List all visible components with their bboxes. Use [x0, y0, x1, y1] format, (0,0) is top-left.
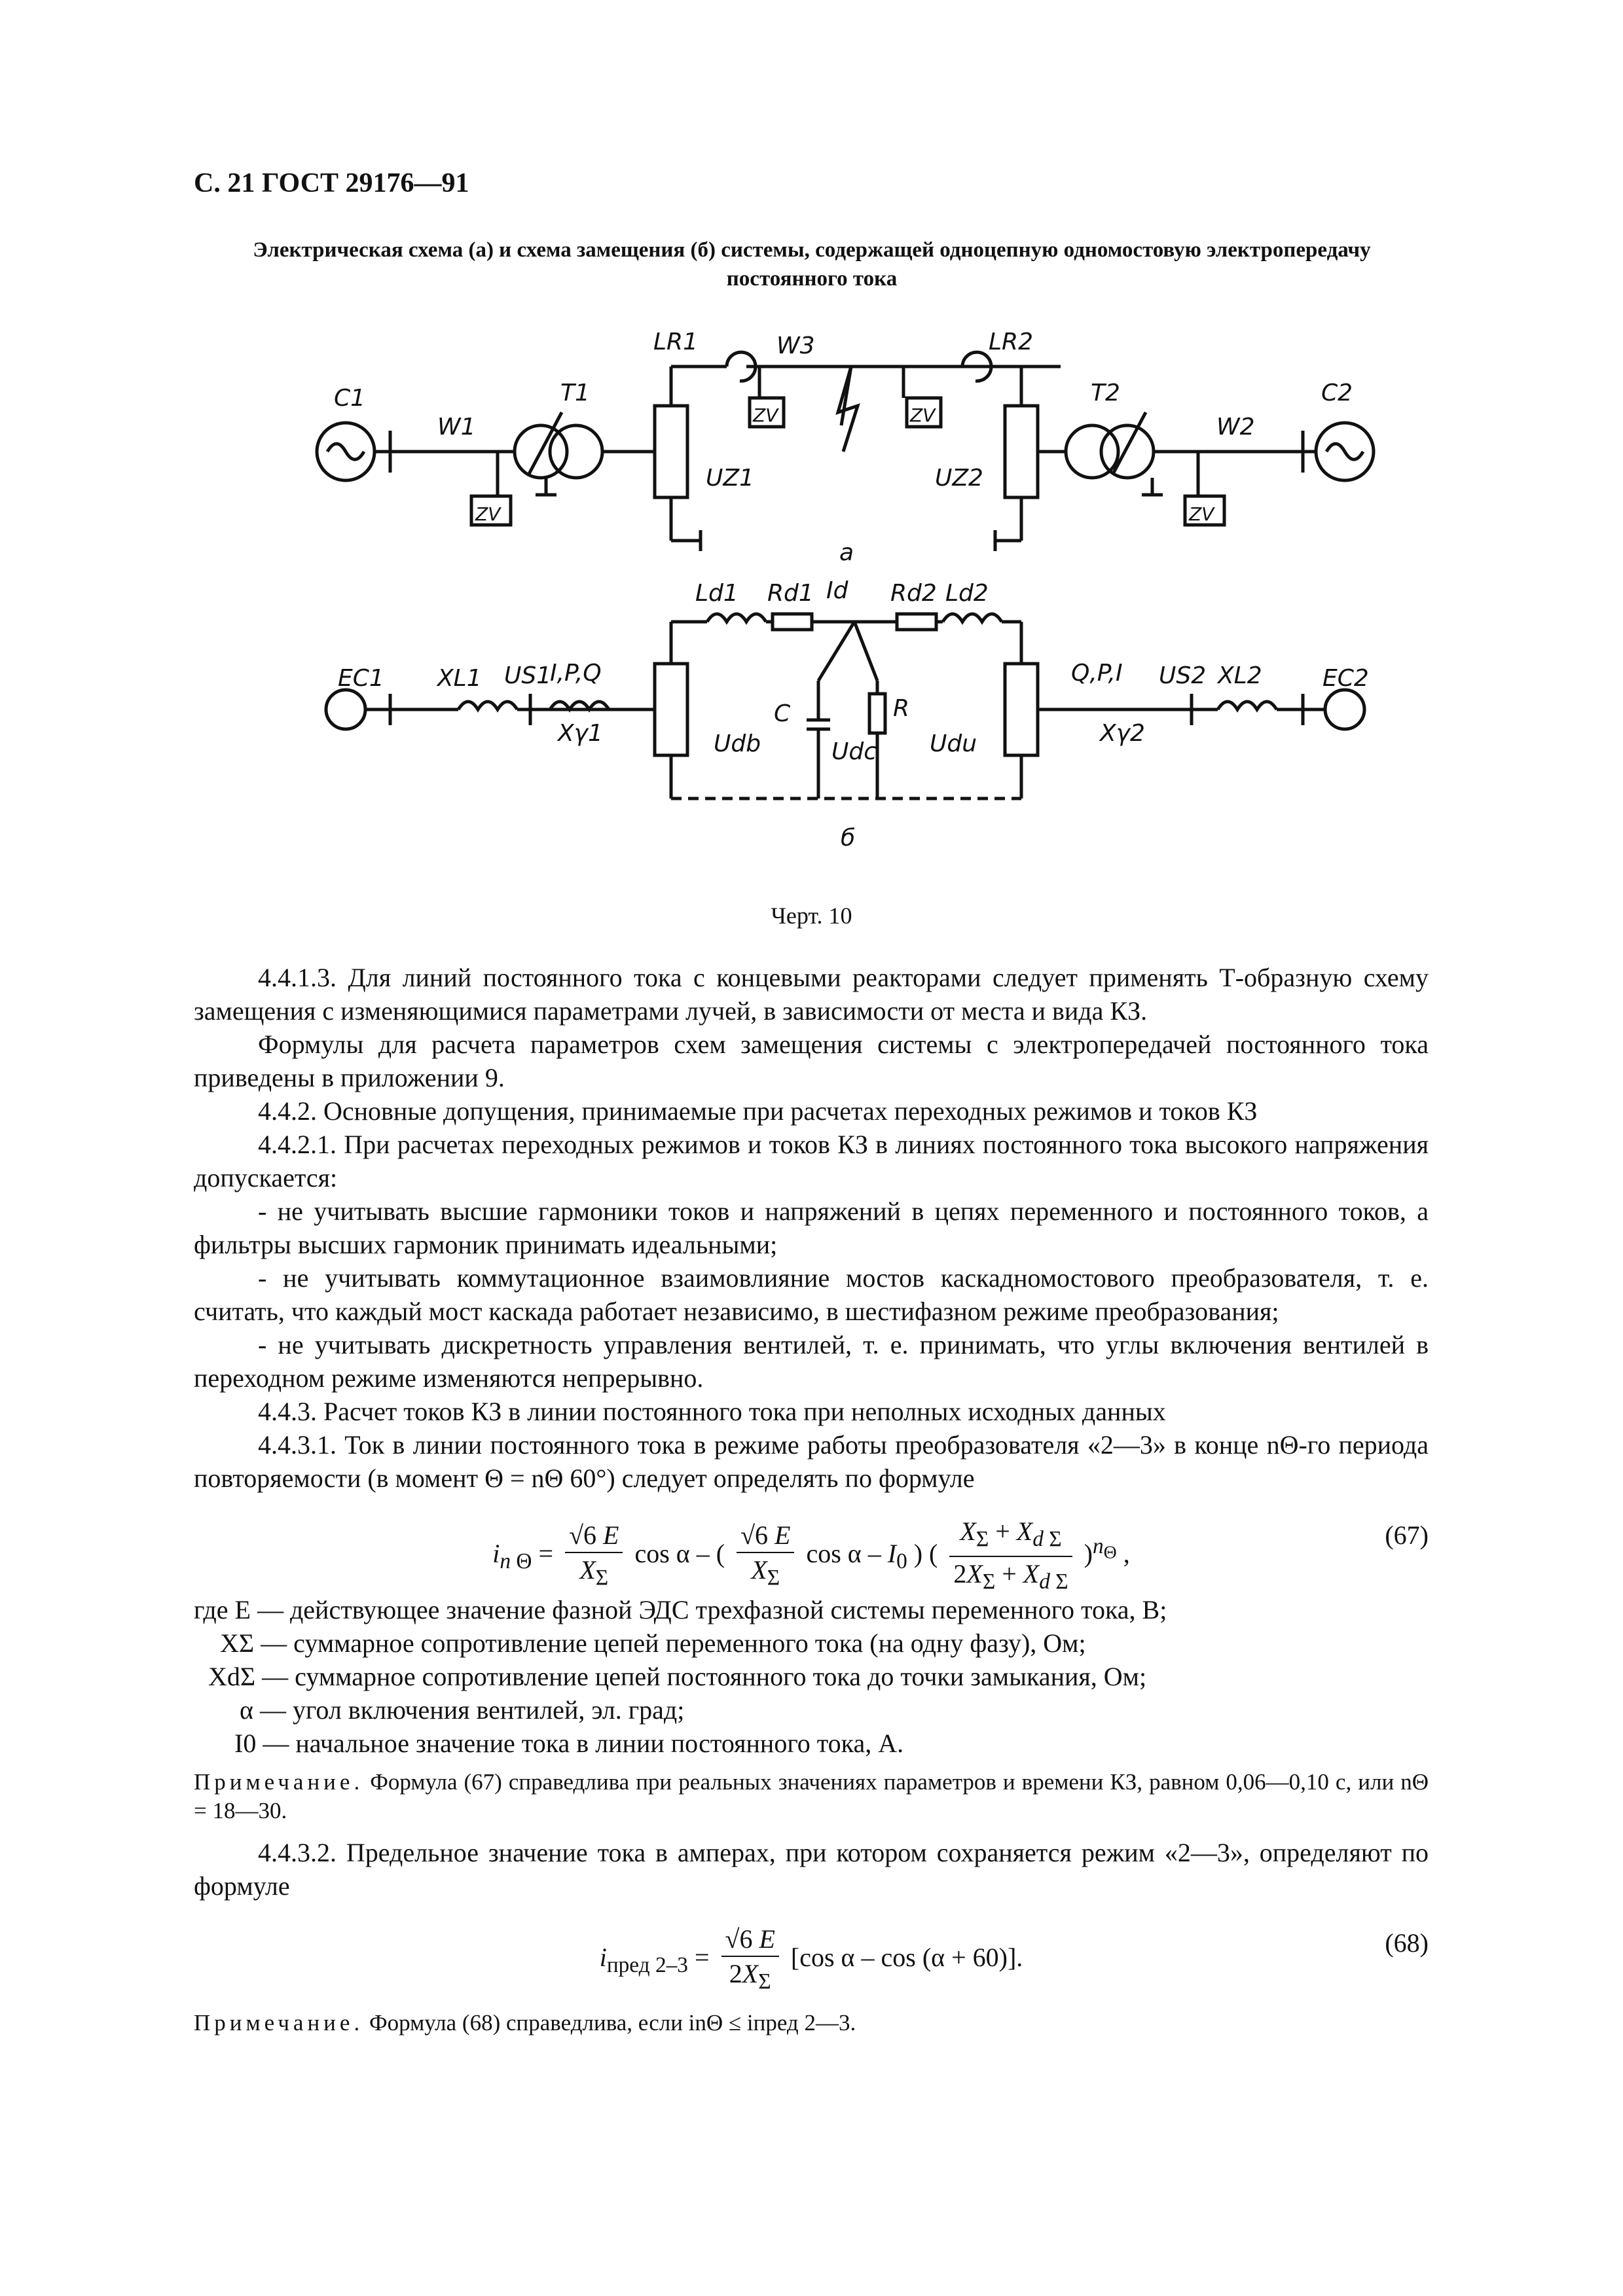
note-2-text: Формула (68) справедлива, если inΘ ≤ iпред 2—3. [369, 2010, 856, 2036]
label-w3: W3 [776, 332, 815, 359]
label-ipq: I,P,Q [550, 660, 602, 687]
label-zv-2: ZV [753, 404, 778, 426]
label-udc: Udc [831, 738, 877, 765]
formula-67-number: (67) [1385, 1520, 1429, 1550]
note-1 [194, 1768, 1429, 1825]
label-rd1: Rd1 [767, 580, 814, 607]
label-b: б [841, 825, 856, 852]
label-zv-4: ZV [1189, 503, 1214, 525]
label-us1: US1 [504, 662, 552, 689]
formula-67-expression: $i_{n \Theta}$ = $\frac{√6 E}{X_\Sigma}$ cos α – ( $\frac{√6 E}{X_\Sigma}$ cos α – $I_0$ ) ( $\frac{X_\Sigma + X_{d \Sigma}}{2X_\Sigma + X_{d \Sigma}}$ )$^{n_\Theta}$ , [194, 1515, 1429, 1598]
label-c2: C2 [1321, 380, 1353, 406]
label-zv-3: ZV [910, 404, 936, 426]
label-xg2: Xγ2 [1100, 720, 1145, 747]
label-xl2: XL2 [1218, 662, 1262, 689]
figure-title: Электрическая схема (а) и схема замещения (б) системы, содержащей одноцепную одномостовую электропередачу постоянного тока [253, 238, 1371, 291]
label-zv-1: ZV [475, 503, 501, 525]
note-2 [194, 2009, 1429, 2037]
formula-68-number: (68) [1385, 1928, 1429, 1958]
label-lr2: LR2 [989, 329, 1033, 355]
formula-68-expression: $i_{пред 2-3}$ = $\frac{√6 E}{2X_\Sigma}$ [cos α – cos (α + 60)]. [194, 1922, 1429, 1998]
label-r: R [893, 695, 910, 722]
paragraph: Формулы для расчета параметров схем замещения системы с электропередачей постоянного тока приведены в приложении 9. [194, 1030, 1429, 1092]
paragraph: 4.4.2.1. При расчетах переходных режимов и токов КЗ в линиях постоянного тока высокого напряжения допускается: [194, 1130, 1429, 1193]
page-header: С. 21 ГОСТ 29176—91 [194, 168, 469, 198]
label-ld2: Ld2 [945, 580, 989, 607]
paragraph: 4.4.2. Основные допущения, принимаемые при расчетах переходных режимов и токов КЗ [258, 1096, 1258, 1126]
paragraph: 4.4.3. Расчет токов КЗ в линии постоянного тока при неполных исходных данных [258, 1397, 1166, 1426]
list-item: - не учитывать высшие гармоники токов и напряжений в цепях переменного и постоянного токов, а фильтры высших гармоник принимать идеальными; [194, 1196, 1429, 1259]
label-c: C [774, 700, 791, 727]
label-us2: US2 [1159, 662, 1207, 689]
label-a: а [839, 539, 854, 566]
definition: α — угол включения вентилей, эл. град; [240, 1695, 685, 1725]
document-body [194, 961, 1429, 2037]
label-w2: W2 [1216, 414, 1255, 440]
circuit-diagram [0, 0, 1623, 903]
label-t1: T1 [560, 380, 590, 406]
note-1-text: Формула (67) справедлива при реальных значениях параметров и времени КЗ, равном 0,06—0,10 с, или nΘ = 18—30. [194, 1769, 1429, 1823]
label-ec1: EC1 [338, 665, 384, 692]
label-rd2: Rd2 [890, 580, 937, 607]
label-uz2: UZ2 [935, 465, 983, 492]
paragraph: 4.4.3.2. Предельное значение тока в амперах, при котором сохраняется режим «2—3», определяют по формуле [194, 1838, 1429, 1901]
list-item: - не учитывать дискретность управления вентилей, т. е. принимать, что углы включения вентилей в переходном режиме изменяются непрерывно. [194, 1330, 1429, 1393]
label-ld1: Ld1 [695, 580, 739, 607]
figure-caption: Черт. 10 [771, 903, 852, 929]
label-udb: Udb [714, 730, 761, 757]
label-xg1: Xγ1 [558, 720, 603, 747]
label-lr1: LR1 [653, 329, 698, 355]
label-udu: Udu [930, 730, 977, 757]
label-t2: T2 [1091, 380, 1120, 406]
formula-68 [194, 1903, 1429, 2001]
paragraph: 4.4.1.3. Для линий постоянного тока с концевыми реакторами следует применять Т-образную схему замещения с изменяющимися параметрами лучей, в зависимости от места и вида КЗ. [194, 963, 1429, 1026]
definition: XΣ — суммарное сопротивление цепей переменного тока (на одну фазу), Ом; [220, 1628, 1086, 1658]
formula-67 [194, 1495, 1429, 1593]
label-id: Id [826, 577, 848, 604]
definition: где E — действующее значение фазной ЭДС трехфазной системы переменного тока, В; [194, 1595, 1167, 1624]
label-qpi: Q,P,I [1071, 660, 1123, 687]
definition: XdΣ — суммарное сопротивление цепей постоянного тока до точки замыкания, Ом; [208, 1662, 1147, 1691]
note-1-label: Примечание. [194, 1769, 364, 1795]
label-xl1: XL1 [437, 665, 482, 692]
label-c1: C1 [334, 385, 366, 412]
paragraph: 4.4.3.1. Ток в линии постоянного тока в режиме работы преобразователя «2—3» в конце nΘ-го периода повторяемости (в момент Θ = nΘ 60°) следует определять по формуле [194, 1430, 1429, 1493]
label-ec2: EC2 [1322, 665, 1369, 692]
list-item: - не учитывать коммутационное взаимовлияние мостов каскадномостового преобразователя, т. е. считать, что каждый мост каскада работает независимо, в шестифазном режиме преобразования; [194, 1263, 1429, 1326]
note-2-label: Примечание. [194, 2010, 364, 2036]
label-uz1: UZ1 [706, 465, 754, 492]
label-w1: W1 [437, 414, 476, 440]
definition: I0 — начальное значение тока в линии постоянного тока, А. [234, 1729, 904, 1758]
